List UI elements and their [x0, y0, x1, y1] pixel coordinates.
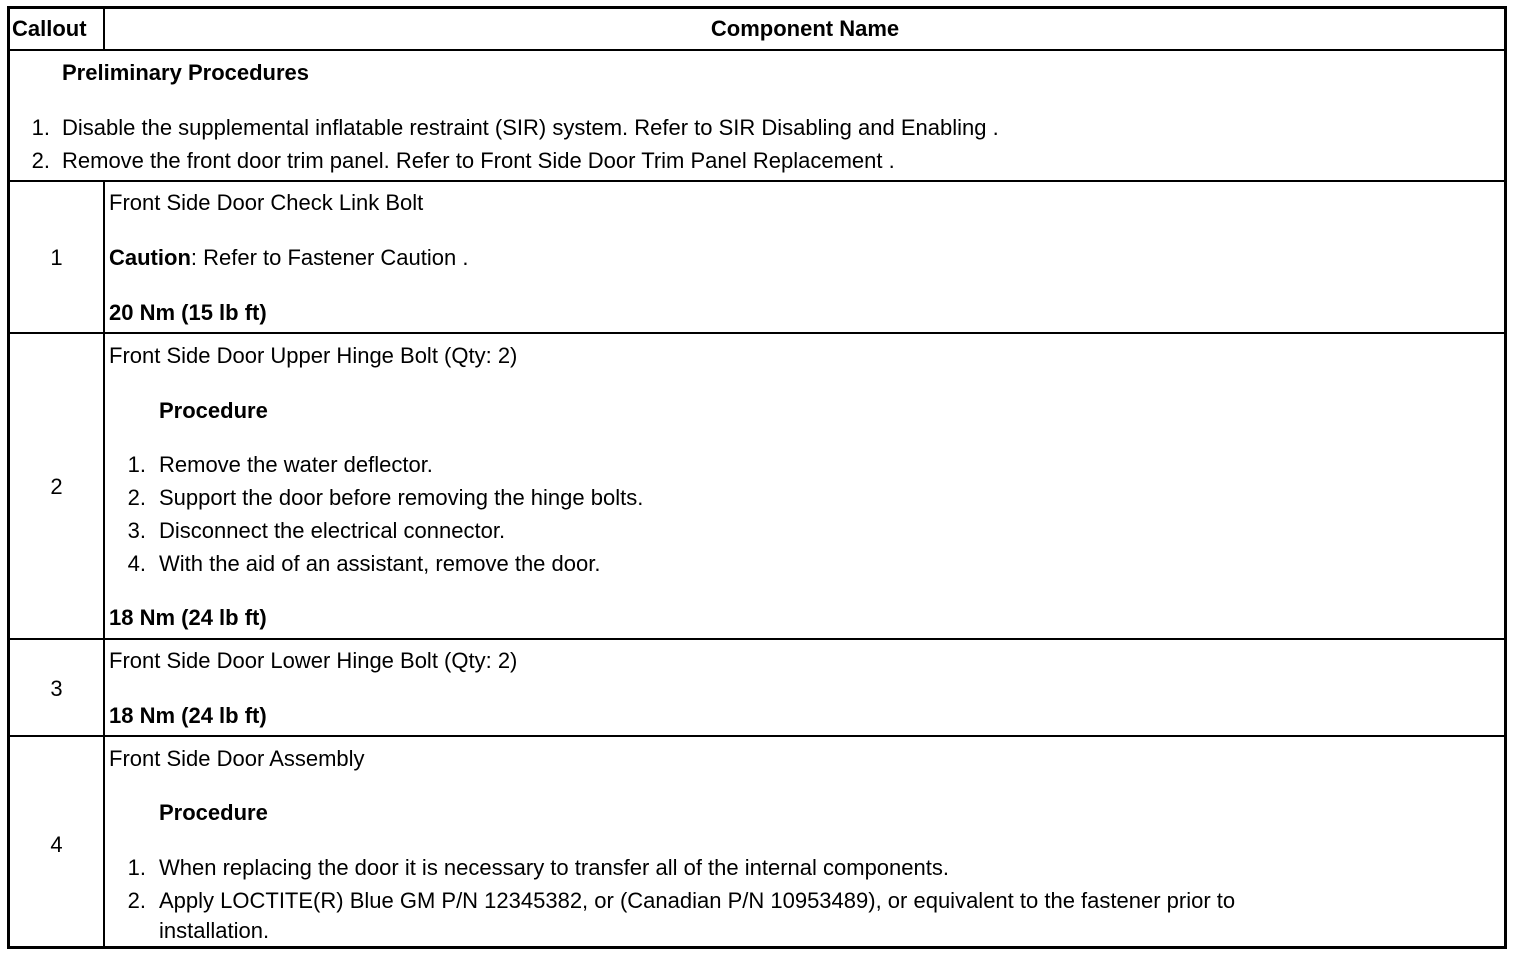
- torque-spec: 18 Nm (24 lb ft): [109, 605, 267, 630]
- header-component-name: Component Name: [710, 16, 900, 41]
- row-rule: [10, 332, 1504, 334]
- preliminary-step: Remove the front door trim panel. Refer to Front Side Door Trim Panel Replacement .: [62, 148, 895, 173]
- procedure-step: Apply LOCTITE(R) Blue GM P/N 12345382, or (Canadian P/N 10953489), or equivalent to the fastener prior to: [159, 888, 1236, 913]
- list-number: 2.: [127, 888, 146, 913]
- callout-number: 3: [50, 676, 63, 701]
- list-number: 2.: [127, 485, 146, 510]
- procedure-step: With the aid of an assistant, remove the door.: [159, 551, 601, 576]
- header-rule: [10, 49, 1504, 51]
- component-table: [7, 6, 1507, 949]
- list-number: 4.: [127, 551, 146, 576]
- preliminary-step: Disable the supplemental inflatable restraint (SIR) system. Refer to SIR Disabling and Enabling .: [62, 115, 999, 140]
- procedure-title: Procedure: [159, 800, 268, 825]
- callout-number: 2: [50, 474, 63, 499]
- row-rule: [10, 180, 1504, 182]
- list-number: 1.: [127, 452, 146, 477]
- row-rule: [10, 735, 1504, 737]
- procedure-step: When replacing the door it is necessary to transfer all of the internal components.: [159, 855, 949, 880]
- component-name: Front Side Door Check Link Bolt: [109, 190, 424, 215]
- list-number: 1.: [127, 855, 146, 880]
- procedure-step: Support the door before removing the hinge bolts.: [159, 485, 644, 510]
- callout-number: 4: [50, 832, 63, 857]
- caution-label: Caution: [109, 245, 191, 270]
- procedure-step-continuation: installation.: [159, 918, 270, 943]
- procedure-step: Remove the water deflector.: [159, 452, 433, 477]
- callout-number: 1: [50, 245, 63, 270]
- torque-spec: 18 Nm (24 lb ft): [109, 703, 267, 728]
- component-name: Front Side Door Assembly: [109, 746, 365, 771]
- procedure-step: Disconnect the electrical connector.: [159, 518, 506, 543]
- component-name: Front Side Door Upper Hinge Bolt (Qty: 2): [109, 343, 518, 368]
- caution-line: [109, 245, 468, 271]
- header-callout: Callout: [12, 16, 87, 41]
- component-name: Front Side Door Lower Hinge Bolt (Qty: 2): [109, 648, 518, 673]
- caution-text: : Refer to Fastener Caution .: [190, 245, 469, 270]
- row-rule: [10, 638, 1504, 640]
- procedure-title: Procedure: [159, 398, 268, 423]
- callout-divider: [103, 180, 105, 946]
- torque-spec: 20 Nm (15 lb ft): [109, 300, 267, 325]
- preliminary-title: Preliminary Procedures: [62, 60, 310, 85]
- list-number: 1.: [31, 115, 50, 140]
- list-number: 3.: [127, 518, 146, 543]
- list-number: 2.: [31, 148, 50, 173]
